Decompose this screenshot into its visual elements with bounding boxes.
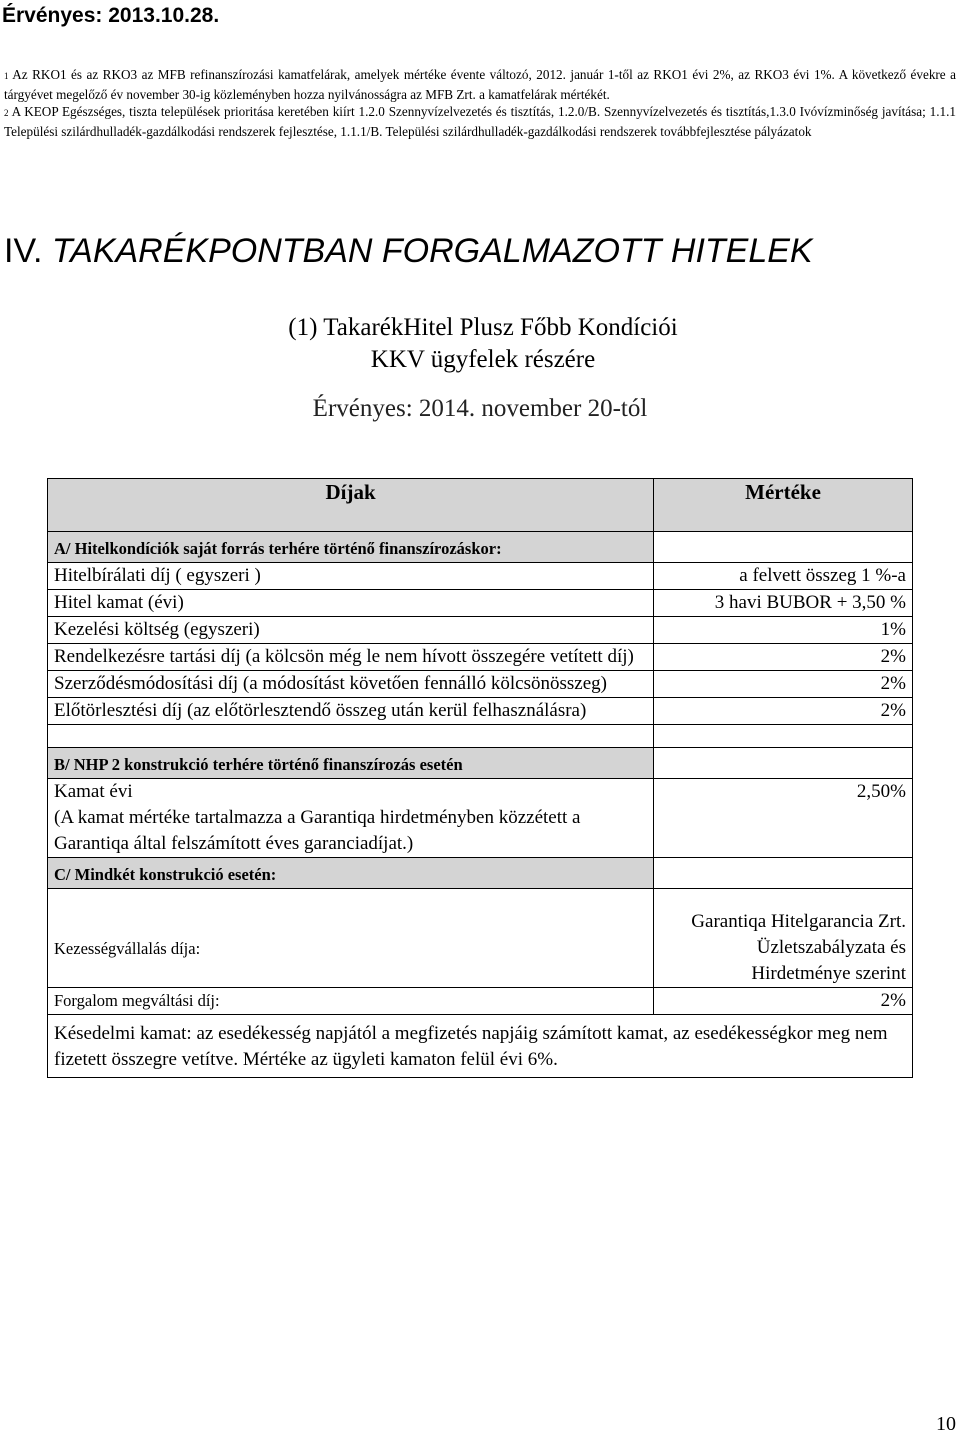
- interest-label-line1: Kamat évi: [54, 781, 133, 802]
- interest-label: [48, 779, 654, 858]
- footnote-1-number: 1: [4, 71, 9, 81]
- fee-label: Szerződésmódosítási díj (a módosítást követően fennálló kölcsönösszeg): [48, 671, 654, 698]
- fee-value: 3 havi BUBOR + 3,50 %: [654, 590, 913, 617]
- section-numeral: IV.: [4, 232, 43, 270]
- fee-label: Hitelbírálati díj ( egyszeri ): [48, 563, 654, 590]
- table-row: [48, 671, 913, 698]
- section-c-row: [48, 858, 913, 889]
- page-number: 10: [936, 1413, 956, 1435]
- footnotes: [4, 66, 956, 140]
- product-title-line2: KKV ügyfelek részére: [370, 346, 596, 373]
- product-title: [0, 312, 960, 376]
- interest-value: 2,50%: [654, 779, 913, 858]
- late-interest-row: [48, 1015, 913, 1078]
- section-c-empty: [654, 858, 913, 889]
- fee-label: Rendelkezésre tartási díj (a kölcsön még le nem hívott összegére vetített díj): [48, 644, 654, 671]
- section-title-text: TAKARÉKPONTBAN FORGALMAZOTT HITELEK: [51, 232, 813, 270]
- footnote-2: [4, 103, 956, 140]
- spacer-cell: [654, 725, 913, 748]
- section-b-empty: [654, 748, 913, 779]
- guarantee-fee-value: Garantiqa Hitelgarancia Zrt. Üzletszabályzata és Hirdetménye szerint: [654, 889, 913, 988]
- guarantee-fee-label: Kezességvállalás díja:: [48, 889, 654, 988]
- product-title-line1: (1) TakarékHitel Plusz Főbb Kondíciói: [288, 314, 678, 341]
- header-validity: Érvényes: 2013.10.28.: [2, 4, 220, 27]
- section-title: [4, 232, 813, 271]
- table-row: [48, 889, 913, 988]
- footnote-1: [4, 66, 956, 103]
- footnote-2-text: A KEOP Egészséges, tiszta települések prioritása keretében kiírt 1.2.0 Szennyvízelvezetés és tisztítás, 1.2.0/B. Szennyvízelvezetés és tisztítás,1.3.0 Ivóvízminőség javítása; 1.1.1 Települési szilárdhulladék-gazdálkodási rendszerek fejlesztése, 1.1.1/B. Települési szilárdhulladék-gazdálkodási rendszerek továbbfejlesztése pályázatok: [4, 104, 956, 139]
- col-header-rate: Mértéke: [654, 479, 913, 532]
- fee-label: Előtörlesztési díj (az előtörlesztendő összeg után kerül felhasználásra): [48, 698, 654, 725]
- section-a-empty: [654, 532, 913, 563]
- spacer-cell: [48, 725, 654, 748]
- footnote-2-number: 2: [4, 108, 9, 118]
- spacer-row: [48, 725, 913, 748]
- table-row: [48, 644, 913, 671]
- turnover-fee-label: Forgalom megváltási díj:: [48, 988, 654, 1015]
- section-a-row: [48, 532, 913, 563]
- table-row: [48, 779, 913, 858]
- table-row: [48, 988, 913, 1015]
- fee-value: 1%: [654, 617, 913, 644]
- fee-value: 2%: [654, 698, 913, 725]
- late-interest-text: Késedelmi kamat: az esedékesség napjától a megfizetés napjáig számított kamat, az esedékességkor meg nem fizetett összegre vetítve. Mértéke az ügyleti kamaton felül évi 6%.: [48, 1015, 913, 1078]
- table-row: [48, 563, 913, 590]
- fee-label: Hitel kamat (évi): [48, 590, 654, 617]
- fee-value: 2%: [654, 671, 913, 698]
- table-row: [48, 698, 913, 725]
- fees-table: [47, 478, 913, 1078]
- fee-label: Kezelési költség (egyszeri): [48, 617, 654, 644]
- section-a-label: A/ Hitelkondíciók saját forrás terhére történő finanszírozáskor:: [48, 532, 654, 563]
- table-header-row: [48, 479, 913, 532]
- turnover-fee-value: 2%: [654, 988, 913, 1015]
- product-validity: Érvényes: 2014. november 20-tól: [312, 395, 648, 422]
- fee-value: 2%: [654, 644, 913, 671]
- table-row: [48, 617, 913, 644]
- section-b-row: [48, 748, 913, 779]
- section-b-label: B/ NHP 2 konstrukció terhére történő finanszírozás esetén: [48, 748, 654, 779]
- interest-label-line2: (A kamat mértéke tartalmazza a Garantiqa hirdetményben közzétett a Garantiqa által felszámított éves garanciadíjat.): [54, 807, 581, 854]
- col-header-fees: Díjak: [48, 479, 654, 532]
- section-c-label: C/ Mindkét konstrukció esetén:: [48, 858, 654, 889]
- footnote-1-text: Az RKO1 és az RKO3 az MFB refinanszírozási kamatfelárak, amelyek mértéke évente változó, 2012. január 1-től az RKO1 évi 2%, az RKO3 évi 1%. A következő évekre a tárgyévet megelőző év november 30-ig közleményben hozza nyilvánosságra az MFB Zrt. a kamatfelárak mértékét.: [4, 67, 956, 102]
- fee-value: a felvett összeg 1 %-a: [654, 563, 913, 590]
- table-row: [48, 590, 913, 617]
